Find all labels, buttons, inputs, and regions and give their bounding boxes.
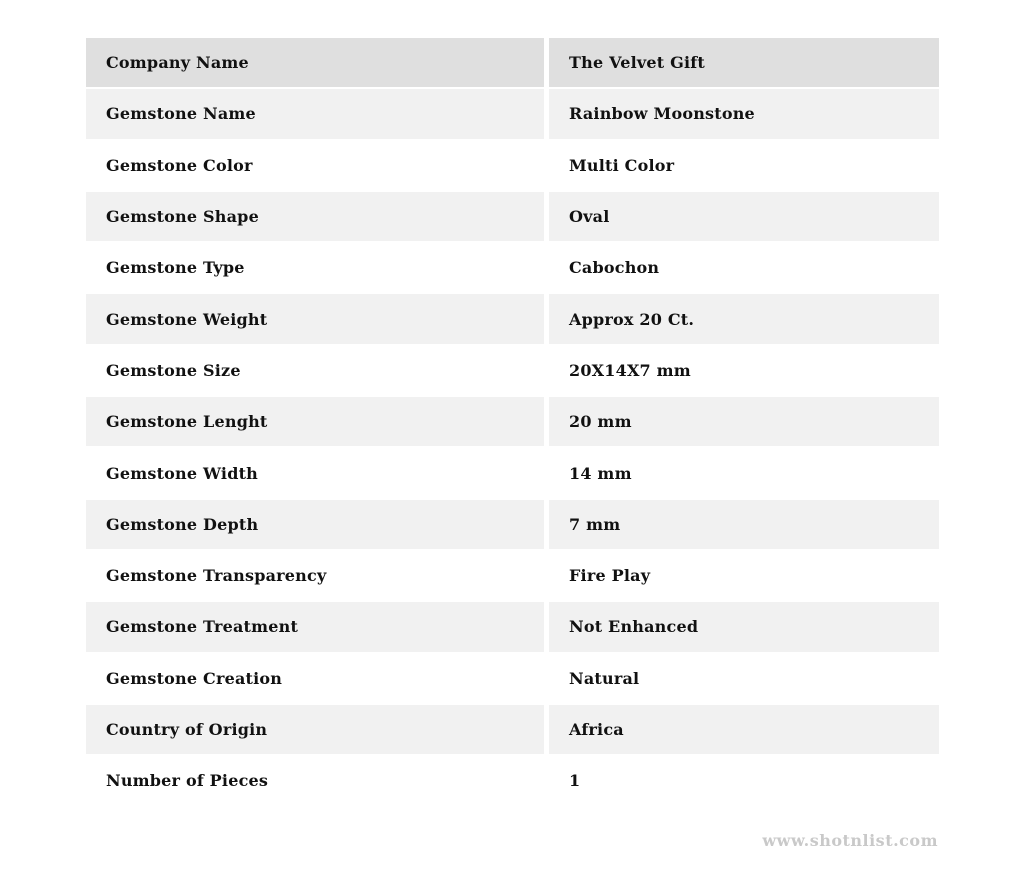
spec-value: 7 mm [549, 500, 939, 549]
table-header-row [86, 38, 939, 87]
table-row [86, 705, 939, 754]
spec-value: 1 [549, 756, 939, 805]
spec-value: Rainbow Moonstone [549, 89, 939, 138]
table-row [86, 243, 939, 292]
table-row [86, 602, 939, 651]
spec-value: The Velvet Gift [549, 38, 939, 87]
spec-label: Gemstone Depth [86, 500, 544, 549]
spec-value: Multi Color [549, 141, 939, 190]
table-row [86, 448, 939, 497]
gemstone-spec-table [86, 38, 939, 805]
spec-value: Approx 20 Ct. [549, 294, 939, 343]
spec-label: Gemstone Transparency [86, 551, 544, 600]
table-row [86, 551, 939, 600]
spec-value: 14 mm [549, 448, 939, 497]
spec-label: Gemstone Treatment [86, 602, 544, 651]
spec-label: Country of Origin [86, 705, 544, 754]
spec-label: Company Name [86, 38, 544, 87]
table-row [86, 654, 939, 703]
table-row [86, 294, 939, 343]
spec-value: Natural [549, 654, 939, 703]
table-row [86, 192, 939, 241]
table-row [86, 89, 939, 138]
spec-label: Gemstone Width [86, 448, 544, 497]
spec-label: Gemstone Creation [86, 654, 544, 703]
table-row [86, 141, 939, 190]
table-row [86, 756, 939, 805]
spec-value: Oval [549, 192, 939, 241]
spec-value: Africa [549, 705, 939, 754]
spec-label: Gemstone Lenght [86, 397, 544, 446]
spec-label: Gemstone Shape [86, 192, 544, 241]
spec-label: Gemstone Name [86, 89, 544, 138]
table-row [86, 397, 939, 446]
spec-value: Fire Play [549, 551, 939, 600]
spec-value: Cabochon [549, 243, 939, 292]
spec-label: Gemstone Type [86, 243, 544, 292]
spec-label: Number of Pieces [86, 756, 544, 805]
spec-value: 20 mm [549, 397, 939, 446]
table-row [86, 500, 939, 549]
spec-value: 20X14X7 mm [549, 346, 939, 395]
spec-label: Gemstone Color [86, 141, 544, 190]
spec-label: Gemstone Size [86, 346, 544, 395]
spec-label: Gemstone Weight [86, 294, 544, 343]
watermark-text: www.shotnlist.com [762, 831, 938, 850]
spec-value: Not Enhanced [549, 602, 939, 651]
table-row [86, 346, 939, 395]
